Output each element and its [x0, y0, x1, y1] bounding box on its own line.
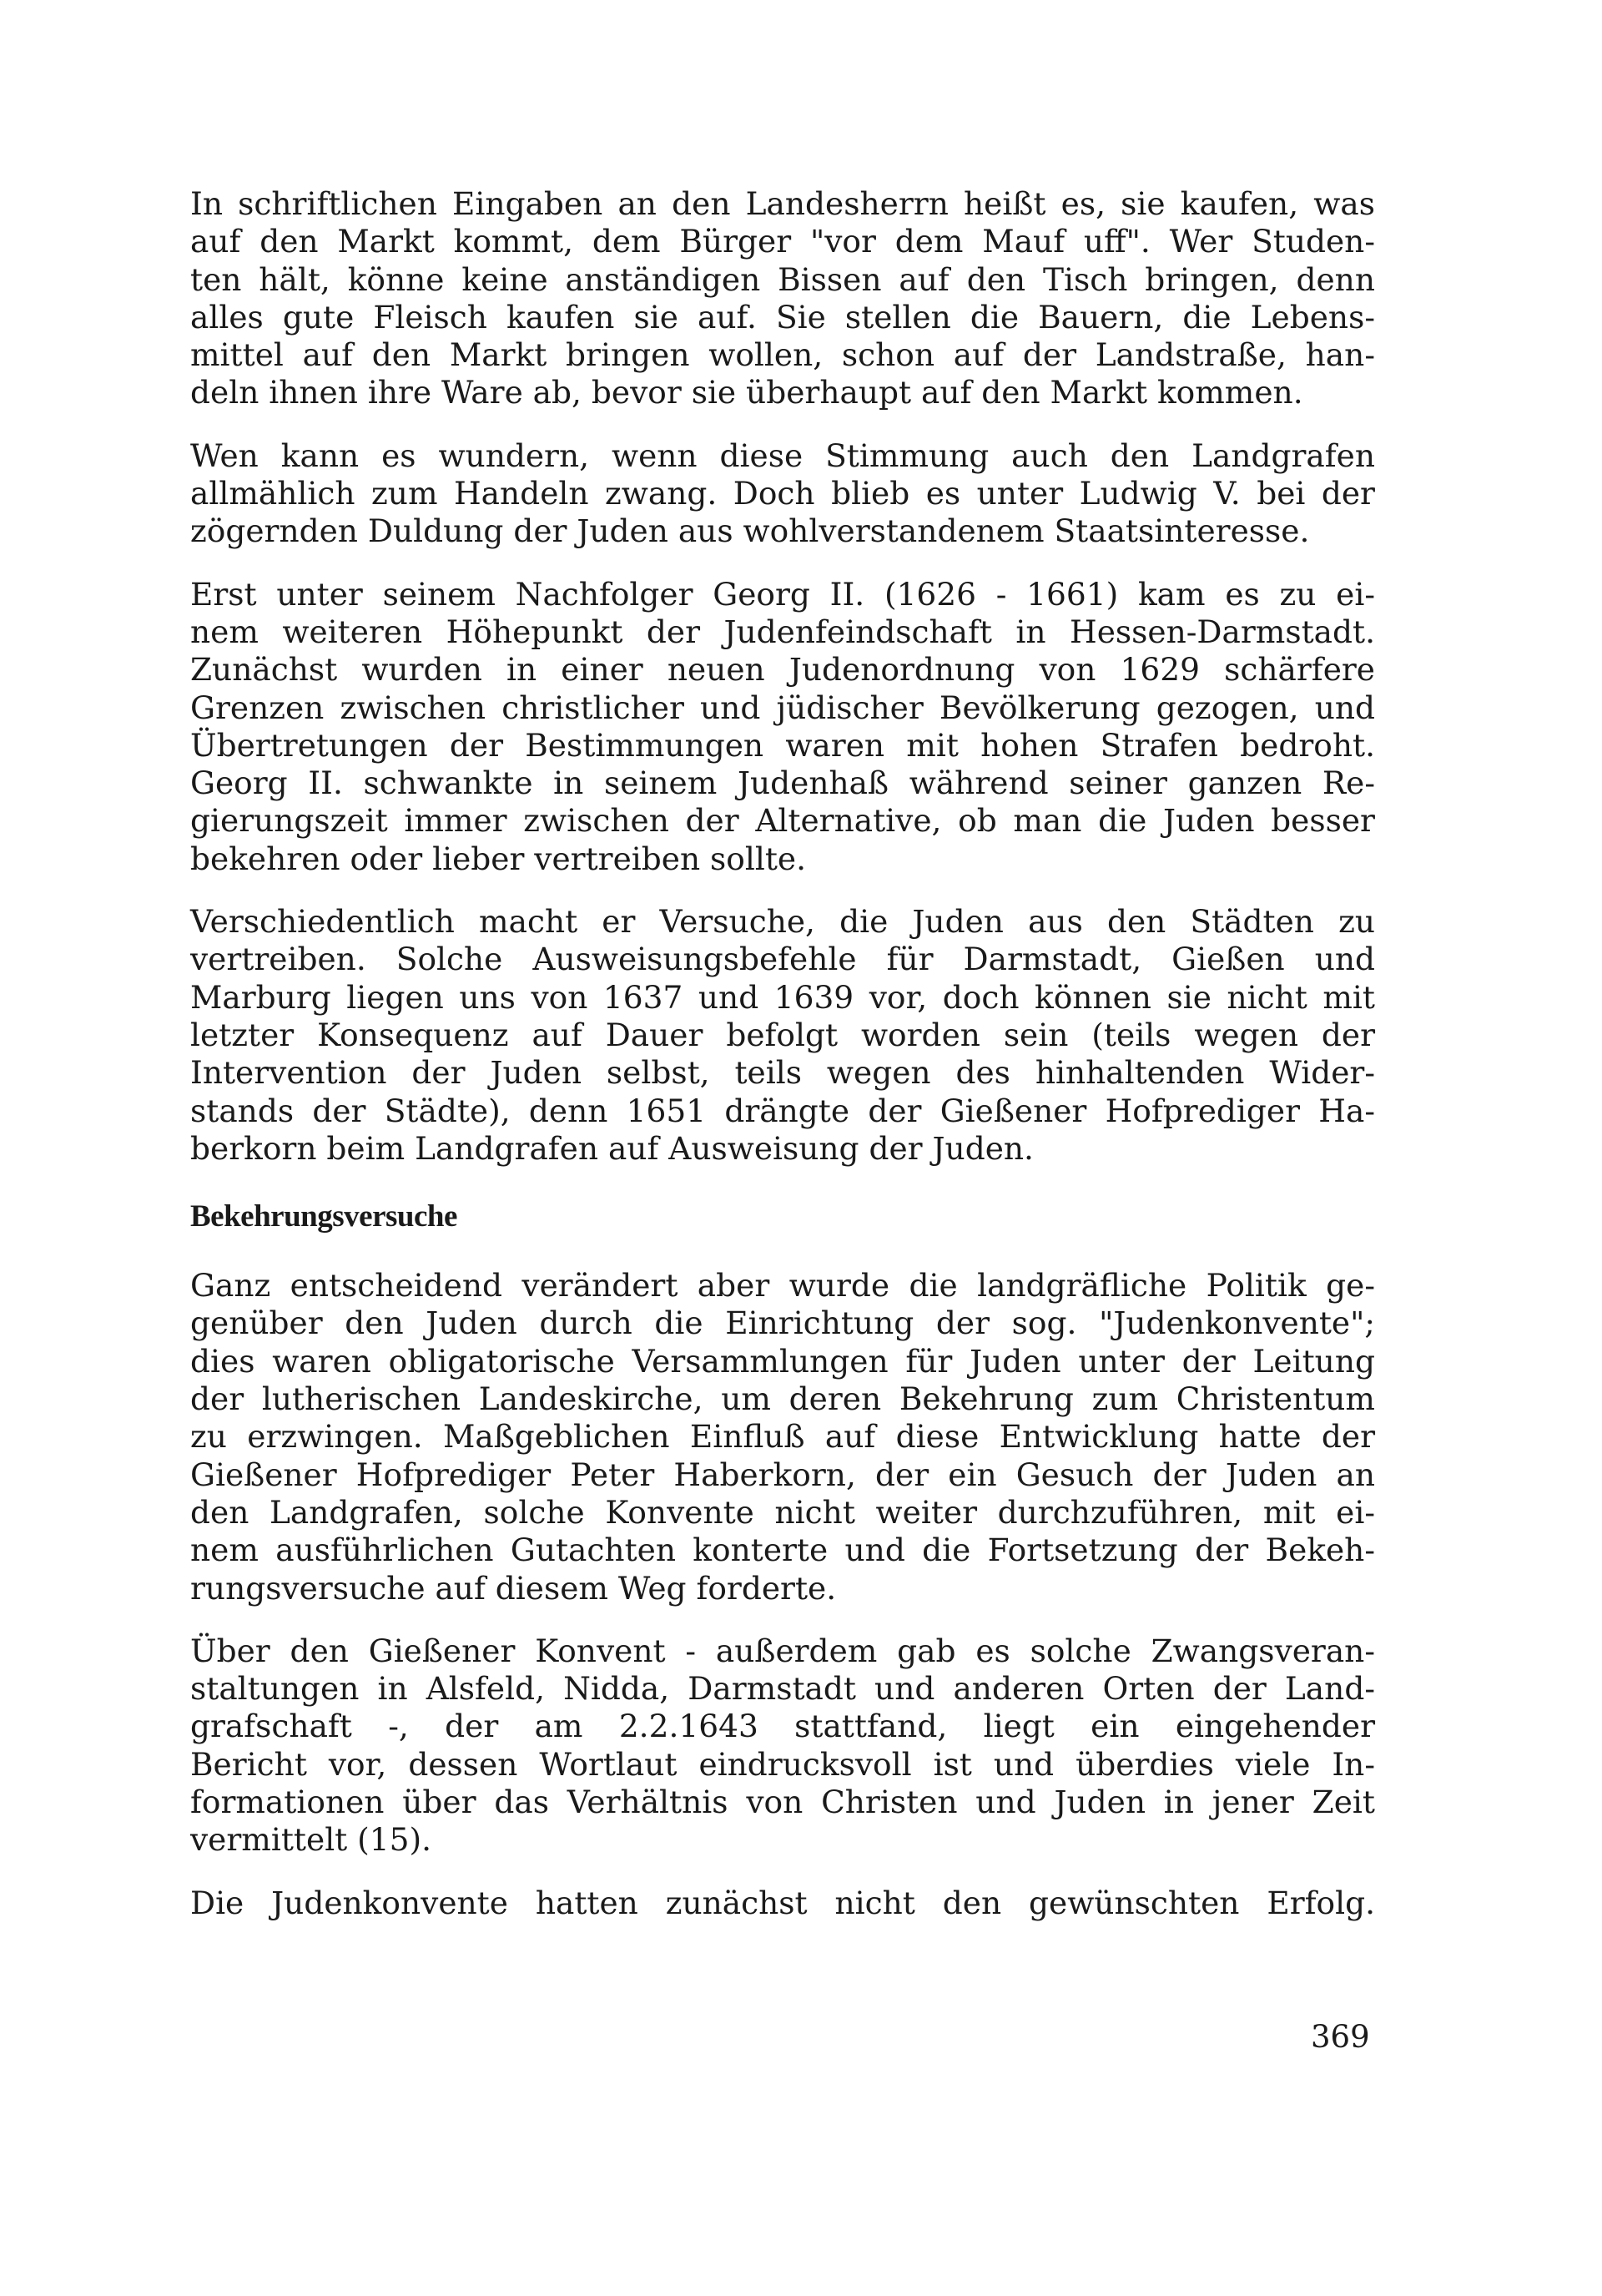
text-line: mittel auf den Markt bringen wollen, schon auf der Landstraße, han- — [190, 336, 1375, 374]
text-line: Wen kann es wundern, wenn diese Stimmung auch den Landgrafen — [190, 436, 1375, 474]
text-line: bekehren oder lieber vertreiben sollte. — [190, 840, 807, 877]
page-number: 369 — [1311, 2019, 1370, 2055]
paragraph — [190, 185, 1375, 412]
paragraph — [190, 1632, 1375, 1860]
text-line: Zunächst wurden in einer neuen Judenordnung von 1629 schärfere — [190, 651, 1375, 689]
text-section-after-heading — [190, 1267, 1375, 1922]
paragraph — [190, 1885, 1375, 1922]
text-line: Marburg liegen uns von 1637 und 1639 vor, doch können sie nicht mit — [190, 978, 1375, 1016]
text-line: alles gute Fleisch kaufen sie auf. Sie stellen die Bauern, die Lebens- — [190, 298, 1375, 336]
text-line: rungsversuche auf diesem Weg forderte. — [190, 1569, 837, 1607]
page-body — [190, 185, 1375, 1947]
text-line: vermittelt (15). — [190, 1821, 432, 1859]
text-line: letzter Konsequenz auf Dauer befolgt worden sein (teils wegen der — [190, 1016, 1375, 1053]
text-line: nem weiteren Höhepunkt der Judenfeindschaft in Hessen-Darmstadt. — [190, 613, 1375, 650]
text-line: Die Judenkonvente hatten zunächst nicht den gewünschten Erfolg. — [190, 1884, 1375, 1921]
text-line: berkorn beim Landgrafen auf Ausweisung der Juden. — [190, 1129, 1034, 1167]
paragraph — [190, 903, 1375, 1168]
text-line: Bericht vor, dessen Wortlaut eindrucksvoll ist und überdies viele In- — [190, 1745, 1375, 1783]
text-line: grafschaft -, der am 2.2.1643 stattfand, liegt ein eingehender — [190, 1708, 1375, 1745]
text-line: Verschiedentlich macht er Versuche, die Juden aus den Städten zu — [190, 903, 1375, 941]
text-line: In schriftlichen Eingaben an den Landesherrn heißt es, sie kaufen, was — [190, 185, 1375, 222]
text-line: Gießener Hofprediger Peter Haberkorn, der ein Gesuch der Juden an — [190, 1456, 1375, 1493]
paragraph — [190, 437, 1375, 551]
text-line: gierungszeit immer zwischen der Alternative, ob man die Juden besser — [190, 802, 1375, 840]
text-line: allmählich zum Handeln zwang. Doch blieb es unter Ludwig V. bei der — [190, 475, 1375, 512]
text-section-before-heading — [190, 185, 1375, 1168]
paragraph — [190, 576, 1375, 878]
text-line: Ganz entscheidend verändert aber wurde die landgräfliche Politik ge- — [190, 1267, 1375, 1304]
text-line: staltungen in Alsfeld, Nidda, Darmstadt und anderen Orten der Land- — [190, 1670, 1375, 1708]
text-line: Intervention der Juden selbst, teils wegen des hinhaltenden Wider- — [190, 1054, 1375, 1092]
text-line: deln ihnen ihre Ware ab, bevor sie überhaupt auf den Markt kommen. — [190, 374, 1303, 411]
text-line: der lutherischen Landeskirche, um deren Bekehrung zum Christentum — [190, 1380, 1375, 1418]
text-line: ten hält, könne keine anständigen Bissen auf den Tisch bringen, denn — [190, 260, 1375, 298]
text-line: zögernden Duldung der Juden aus wohlverstandenem Staatsinteresse. — [190, 512, 1310, 550]
text-line: nem ausführlichen Gutachten konterte und die Fortsetzung der Bekeh- — [190, 1532, 1375, 1569]
text-line: den Landgrafen, solche Konvente nicht weiter durchzuführen, mit ei- — [190, 1493, 1375, 1531]
text-line: dies waren obligatorische Versammlungen für Juden unter der Leitung — [190, 1342, 1375, 1380]
text-line: Georg II. schwankte in seinem Judenhaß während seiner ganzen Re- — [190, 764, 1375, 802]
text-line: Übertretungen der Bestimmungen waren mit hohen Strafen bedroht. — [190, 726, 1375, 764]
text-line: stands der Städte), denn 1651 drängte der Gießener Hofprediger Ha- — [190, 1092, 1375, 1129]
text-line: vertreiben. Solche Ausweisungsbefehle für Darmstadt, Gießen und — [190, 941, 1375, 978]
text-line: Über den Gießener Konvent - außerdem gab es solche Zwangsveran- — [190, 1632, 1375, 1669]
text-line: zu erzwingen. Maßgeblichen Einfluß auf diese Entwicklung hatte der — [190, 1418, 1375, 1456]
section-heading: Bekehrungsversuche — [190, 1199, 457, 1234]
paragraph — [190, 1267, 1375, 1607]
text-line: auf den Markt kommt, dem Bürger "vor dem Mauf uff". Wer Studen- — [190, 223, 1375, 260]
text-line: formationen über das Verhältnis von Christen und Juden in jener Zeit — [190, 1783, 1375, 1820]
text-line: Erst unter seinem Nachfolger Georg II. (1626 - 1661) kam es zu ei- — [190, 575, 1375, 613]
text-line: genüber den Juden durch die Einrichtung der sog. "Judenkonvente"; — [190, 1304, 1375, 1342]
text-line: Grenzen zwischen christlicher und jüdischer Bevölkerung gezogen, und — [190, 689, 1375, 726]
